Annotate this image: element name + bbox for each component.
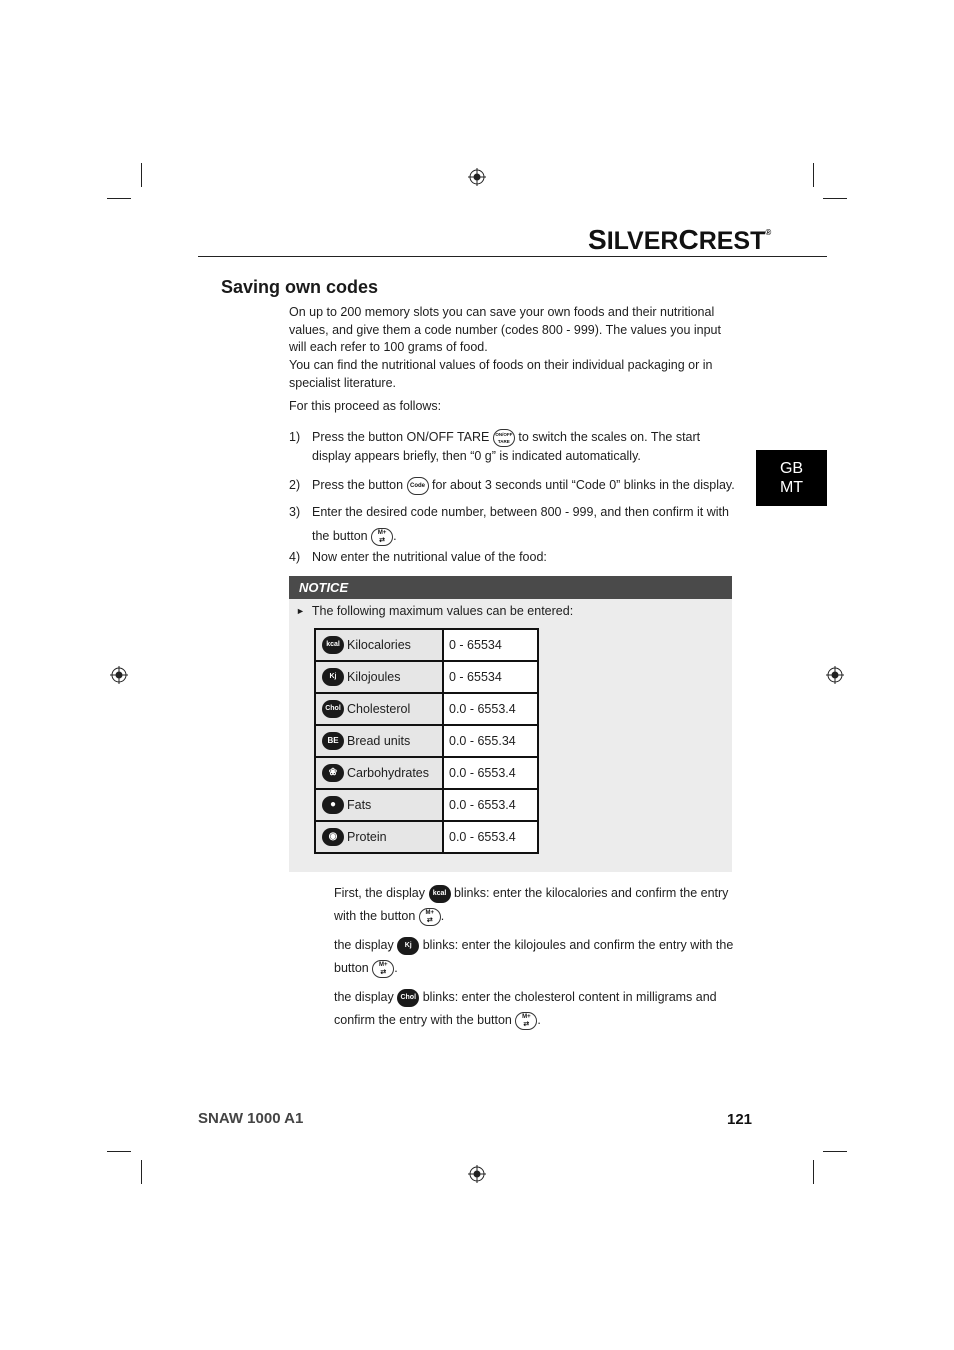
nutrient-name: Carbohydrates [347,766,429,780]
nutrient-range: 0.0 - 6553.4 [443,757,538,789]
nutrient-name: Bread units [347,734,411,748]
table-row [315,693,538,725]
code-button-icon: Code [407,477,429,495]
kcal-icon: kcal [322,636,344,654]
table-row [315,757,538,789]
m-plus-button-icon: M+ ⇄ [515,1012,537,1030]
page-title: Saving own codes [221,277,379,297]
step-text: to switch the scales on. The start display appears briefly, then “0 g” is indicated automatically. [312,430,701,463]
language-code: GB [779,460,804,477]
language-tab [756,450,827,506]
chol-icon: Chol [397,989,419,1007]
registration-mark-icon [468,1165,486,1183]
bread-units-icon: BE [322,732,344,750]
crop-mark [823,198,847,199]
table-row [315,789,538,821]
brand-logo: SILVERCREST® [588,224,772,255]
language-code: MT [779,479,804,496]
step-text: . [393,529,397,543]
step-text: Press the button ON/OFF TARE [312,430,490,444]
crop-mark [813,163,814,187]
m-plus-button-icon: M+ ⇄ [372,960,394,978]
nutrient-range: 0.0 - 6553.4 [443,789,538,821]
instruction-chol: the display Chol blinks: enter the cholesterol content in milligrams and confirm the entry with the button M+ ⇄ . [334,990,717,1028]
crop-mark [141,1160,142,1184]
page-number: 121 [727,1111,753,1128]
nutrient-range: 0.0 - 6553.4 [443,693,538,725]
notice-bullet: ► The following maximum values can be entered: [296,604,574,618]
kj-icon: Kj [322,668,344,686]
footer-model: SNAW 1000 A1 [198,1110,304,1127]
step-text: Enter the desired code number, between 800 - 999, and then confirm it with the button [312,505,729,543]
carbohydrates-icon: ❀ [322,764,344,782]
header-rule [198,256,827,257]
nutrient-name: Protein [347,830,387,844]
m-plus-button-icon: M+ ⇄ [419,908,441,926]
fats-icon: ● [322,796,344,814]
crop-mark [141,163,142,187]
protein-icon: ◉ [322,828,344,846]
onoff-tare-button-icon: ON/OFF TARE [493,429,515,447]
crop-mark [823,1151,847,1152]
step-text: for about 3 seconds until “Code 0” blinks in the display. [432,478,735,492]
step-number: 3) [289,505,301,519]
kj-icon: Kj [397,937,419,955]
nutrient-range: 0.0 - 6553.4 [443,821,538,853]
nutrient-range: 0.0 - 655.34 [443,725,538,757]
nutrient-name: Fats [347,798,372,812]
table-row [315,661,538,693]
table-row [315,629,538,661]
registration-mark-icon [110,666,128,684]
notice-heading: NOTICE [289,576,732,599]
nutrient-name: Cholesterol [347,702,411,716]
step-text: Press the button [312,478,404,492]
nutrient-name: Kilojoules [347,670,401,684]
bullet-arrow-icon: ► [296,606,305,616]
nutrient-range: 0 - 65534 [443,629,538,661]
nutrient-name: Kilocalories [347,638,411,652]
instruction-kj: the display Kj blinks: enter the kilojoules and confirm the entry with the button M+ ⇄ . [334,938,734,976]
instruction-kcal: First, the display kcal blinks: enter the kilocalories and confirm the entry with the button M+ ⇄ . [334,886,729,924]
step-number: 2) [289,478,301,492]
kcal-icon: kcal [429,885,451,903]
step-text: Now enter the nutritional value of the food: [312,550,547,564]
crop-mark [107,198,131,199]
nutrient-range: 0 - 65534 [443,661,538,693]
registration-mark-icon [826,666,844,684]
step-number: 1) [289,430,301,444]
step-number: 4) [289,550,301,564]
max-values-table [314,628,539,854]
crop-mark [813,1160,814,1184]
proceed-text: For this proceed as follows: [289,399,442,413]
m-plus-button-icon: M+ ⇄ [371,528,393,546]
chol-icon: Chol [322,700,344,718]
table-row [315,725,538,757]
intro-paragraph: You can find the nutritional values of foods on their individual packaging or in specialist literature. [289,358,713,390]
table-row [315,821,538,853]
crop-mark [107,1151,131,1152]
registration-mark-icon [468,168,486,186]
intro-paragraph: On up to 200 memory slots you can save your own foods and their nutritional values, and give them a code number (codes 800 - 999). The values you input will each refer to 100 grams of food. [289,305,721,354]
